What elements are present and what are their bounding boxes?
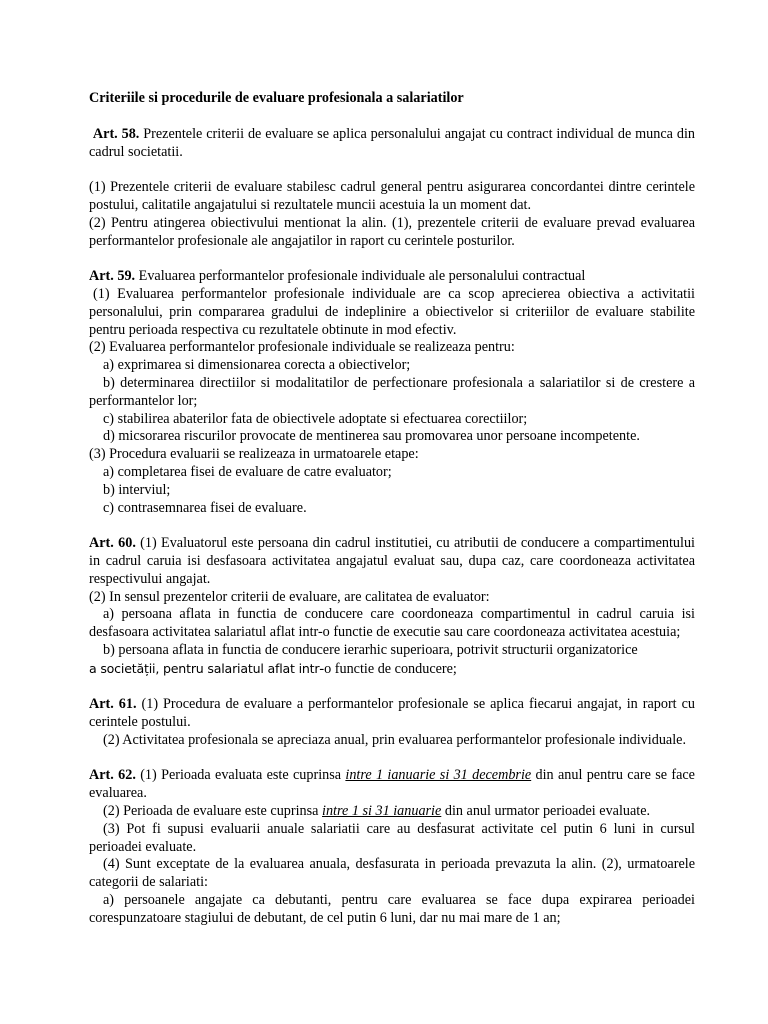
document-title: Criteriile si procedurile de evaluare profesionala a salariatilor bbox=[89, 90, 464, 106]
art-58-paragraph-1: (1) Prezentele criterii de evaluare stabilesc cadrul general pentru asigurarea concordantei dintre cerintele postului, calitatile angajatului si rezultatele muncii acestuia la un moment dat. bbox=[89, 179, 695, 213]
art-59-number: Art. 59. bbox=[89, 268, 136, 285]
art-61-intro bbox=[89, 696, 695, 732]
art-59-paragraph-1: (1) Evaluarea performantelor profesionale individuale are ca scop aprecierea obiectiva a activitatii personalului, prin compararea gradului de indeplinire a obiectivelor si criteriilor de evaluare stabilite pentru perioada respectiva cu rezultatele obtinute in mod efectiv. bbox=[89, 285, 695, 338]
art-62-paragraph-3: (3) Pot fi supusi evaluarii anuale salariatii care au desfasurat activitate cel putin 6 luni in cursul perioadei evaluate. bbox=[89, 820, 695, 855]
art-59-item-b: b) determinarea directiilor si modalitatilor de perfectionare profesionala a salariatilor si de crestere a performantelor lor; bbox=[89, 374, 695, 409]
art-60-item-b-mixed-font: a societății, pentru salariatul aflat intr bbox=[89, 660, 320, 676]
art-61-paragraph-2: (2) Activitatea profesionala se apreciaza anual, prin evaluarea performantelor profesionale individuale. bbox=[103, 731, 686, 748]
art-59-item-d: d) micsorarea riscurilor provocate de mentinerea sau promovarea unor persoane incompetente. bbox=[103, 428, 640, 445]
art-62-paragraph-2: (2) Perioada de evaluare este cuprinsa intre 1 si 31 ianuarie din anul urmator perioadei evaluate. bbox=[103, 803, 651, 820]
art-62-evaluation-window-underlined: intre 1 si 31 ianuarie bbox=[322, 803, 442, 820]
art-62-item-a: a) persoanele angajate ca debutanti, pentru care evaluarea se face dupa expirarea perioadei corespunzatoare stagiului de debutant, de cel putin 6 luni, dar nu mai mare de 1 an; bbox=[89, 892, 695, 926]
art-61-text: (1) Procedura de evaluare a performantelor profesionale se aplica fiecarui angajat, in raport cu cerintele postului. bbox=[89, 696, 695, 731]
art-59-intro bbox=[89, 268, 695, 286]
art-59-paragraph-3: (3) Procedura evaluarii se realizeaza in urmatoarele etape: bbox=[89, 446, 419, 463]
art-61-number: Art. 61. bbox=[89, 696, 137, 713]
art-62-intro: Art. 62. (1) Perioada evaluata este cuprinsa intre 1 ianuarie si 31 decembrie din anul pentru care se face evaluarea. bbox=[89, 767, 695, 802]
art-62-period-underlined: intre 1 ianuarie si 31 decembrie bbox=[345, 767, 532, 784]
art-60-intro bbox=[89, 535, 695, 588]
art-60-item-b: b) persoana aflata in functia de conducere ierarhic superioara, potrivit structurii organizatorice bbox=[103, 641, 638, 658]
art-58-number: Art. 58. bbox=[92, 125, 140, 142]
art-59-item-c: c) stabilirea abaterilor fata de obiectivele adoptate si efectuarea corectiilor; bbox=[103, 410, 528, 427]
art-58-paragraph-2: (2) Pentru atingerea obiectivului mentionat la alin. (1), prezentele criterii de evaluare prevad evaluarea performantelor profesionale ale angajatilor in raport cu cerintele posturilor. bbox=[89, 214, 695, 249]
art-60-item-a: a) persoana aflata in functia de conducere care coordoneaza compartimentul in cadrul caruia isi desfasoara activitatea salariatul aflat intr-o functie de executie sau care coordoneaza activitatea acestuia; bbox=[89, 606, 695, 641]
art-58-intro bbox=[89, 126, 695, 162]
art-60-text: (1) Evaluatorul este persoana din cadrul institutiei, cu atributii de conducere a compartimentului in cadrul caruia isi desfasoara activitatea angajatul evaluat sau, dupa caz, care coordoneaza activitatea respectivului angajat. bbox=[89, 535, 695, 587]
art-59-step-c: c) contrasemnarea fisei de evaluare. bbox=[103, 499, 307, 516]
art-59-step-a: a) completarea fisei de evaluare de catre evaluator; bbox=[103, 463, 392, 480]
art-58-text: Prezentele criterii de evaluare se aplica personalului angajat cu contract individual de munca din cadrul societatii. bbox=[89, 125, 695, 160]
art-59-paragraph-2: (2) Evaluarea performantelor profesionale individuale se realizeaza pentru: bbox=[89, 339, 515, 356]
art-59-text: Evaluarea performantelor profesionale individuale ale personalului contractual bbox=[135, 268, 586, 285]
art-62-number: Art. 62. bbox=[89, 767, 136, 784]
art-62-paragraph-4: (4) Sunt exceptate de la evaluarea anuala, desfasurata in perioada prevazuta la alin. (2), urmatoarele categorii de salariati: bbox=[89, 856, 695, 891]
art-59-item-a: a) exprimarea si dimensionarea corecta a obiectivelor; bbox=[103, 357, 411, 374]
art-60-item-b-tail: -o functie de conducere; bbox=[319, 660, 457, 677]
art-60-number: Art. 60. bbox=[89, 535, 136, 552]
art-60-paragraph-2: (2) In sensul prezentelor criterii de evaluare, are calitatea de evaluator: bbox=[89, 588, 490, 605]
art-59-step-b: b) interviul; bbox=[103, 481, 171, 498]
art-60-item-b-continuation bbox=[89, 660, 695, 679]
